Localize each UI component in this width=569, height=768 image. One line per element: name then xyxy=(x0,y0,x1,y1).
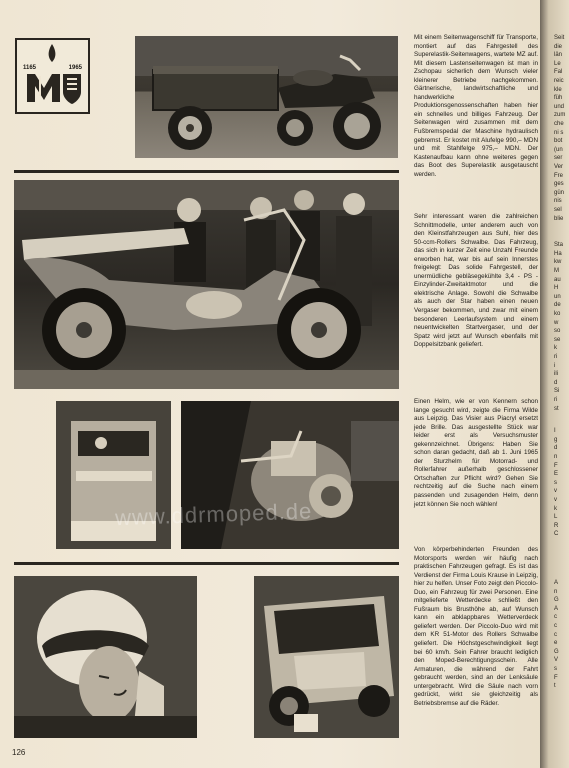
facing-page-edge xyxy=(540,0,569,768)
facing-page-text-fragment: ser xyxy=(554,155,563,162)
anniversary-logo xyxy=(15,38,90,114)
facing-page-text-fragment: Fal xyxy=(554,69,563,76)
photo-woman-with-helmet xyxy=(14,576,197,738)
facing-page-text-fragment: se xyxy=(554,336,561,343)
divider-rule xyxy=(14,170,399,173)
facing-page-text-fragment: C xyxy=(554,531,559,538)
facing-page-text-fragment: Si xyxy=(554,388,560,395)
facing-page-text-fragment: ni s xyxy=(554,129,564,136)
facing-page-text-fragment: d xyxy=(554,445,558,452)
facing-page-text-fragment: g xyxy=(554,436,558,443)
facing-page-text-fragment: Fre xyxy=(554,172,563,179)
facing-page-text-fragment: L xyxy=(554,514,558,521)
facing-page-text-fragment: län xyxy=(554,52,563,59)
facing-page-text-fragment: so xyxy=(554,328,561,335)
facing-page-text-fragment: A xyxy=(554,580,559,586)
facing-page-text-fragment: F xyxy=(554,674,558,681)
facing-page-text-fragment: ri xyxy=(554,397,558,403)
facing-page-text-fragment: un xyxy=(554,293,561,300)
facing-page-text-fragment: sel xyxy=(554,207,562,213)
facing-page-text-fragment: ko xyxy=(554,311,561,317)
facing-page-text-fragment: au xyxy=(554,276,561,283)
woman-helmet-image xyxy=(14,576,197,738)
facing-page-text-fragment: kle xyxy=(554,86,562,93)
facing-page-text-fragment: s xyxy=(554,479,557,486)
facing-page-text-fragment: Seit xyxy=(554,35,565,41)
facing-page-text-fragment: A xyxy=(554,605,559,612)
facing-page-text-fragment: (un xyxy=(554,146,563,153)
facing-page-text-fragment: die xyxy=(554,43,563,50)
facing-page-text-fragment: Ver xyxy=(554,164,564,170)
facing-page-text-fragment: c xyxy=(554,623,557,629)
article-paragraph: Sehr interessant waren die zahlreichen Schnittmodelle, unter anderem auch von den Kleinstfahrzeugen aus Suhl, hier des 50-ccm-Rollers Schwalbe. Das Fahrzeug, das sich in kurzer Zeit eine Unzahl Freunde erworben hat, war bis auf sein Innerstes freigelegt: Das solide Fahrgestell, der unermüdliche gebläsegekühlte 3,4 - PS - Einzylinder-Zweitaktmotor und die elektrische Anlage. Sowohl die Schwalbe als auch der Star haben einen neuen Vergaser bekommen, und zwar mit einem besonderen Leerlaufsystem und einem neuentwickelten Startvergaser, und der Spatz wird jetzt auf Wunsch ebenfalls mit Doppelsitzbank geliefert. xyxy=(414,213,538,349)
facing-page-text-fragment: M xyxy=(554,268,559,274)
facing-page-text-fragment: d xyxy=(554,379,558,386)
facing-page-text-fragment: reic xyxy=(554,78,564,84)
facing-page-text-fragment: t xyxy=(554,683,556,690)
article-paragraph: Mit einem Seitenwagenschiff für Transporte, montiert auf das Fahrgestell des Superelastik-Seitenwagens, wartete MZ auf. Mit diesem Lastenseitenwagen ist man in Zschopau sicherlich dem Wunsch vieler kleinerer Betriebe nachgekommen. Gärtnerische, landwirtschaftliche und handwerkliche Produktionsgenossenschaften haben hier ein schnelles und billiges Fahrzeug. Der Seitenwagen wird zusammen mit dem Fußbremspedal der Maschine hydraulisch gebremst. Er kostet mit Alufelge 990,– MDN und mit Stahlfelge 975,– MDN. Der Kastenaufbau kann ohne weiteres gegen das Boot des Superelastik ausgetauscht werden. xyxy=(414,34,538,178)
facing-page-text-fragment: R xyxy=(554,522,559,529)
facing-page-text-fragment: Ha xyxy=(554,250,562,257)
watermark: www.ddrmoped.de xyxy=(114,498,313,531)
facing-page-text-fragment: blie xyxy=(554,215,564,222)
facing-page-text-fragment: E xyxy=(554,471,559,478)
facing-page-text-fragment: Sta xyxy=(554,242,564,249)
facing-page-text-fragment: G xyxy=(554,597,559,604)
facing-page-text-fragment: c xyxy=(554,614,557,621)
photo-sidecar-transporter xyxy=(135,36,398,158)
facing-page-text-fragment: i xyxy=(554,362,556,369)
sidecar-motorcycle-image xyxy=(135,36,398,158)
facing-page-text-fragment: Le xyxy=(554,60,561,67)
article-block-sidecar xyxy=(414,34,538,194)
article-paragraph: Von körperbehinderten Freunden des Motorsports werden wir häufig nach praktischen Fahrzeugen gefragt. Es ist das Verdienst der Firma Louis Krause in Leipzig, hier zu helfen. Unser Foto zeigt den Piccolo-Duo, ein Fahrzeug für zwei Personen. Eine mitgelieferte Wetterdecke schließt den Fußraum bis Brusthöhe ab, auf Wunsch kann ein abklappbares Wetterverdeck geliefert werden. Der Piccolo-Duo wird mit dem KR 51-Motor des Rollers Schwalbe geliefert. Die Höchstgeschwindigkeit liegt bei 60 km/h. Sein Fahrer braucht lediglich den Moped-Berechtigungsschein. Alle Armaturen, die während der Fahrt gebraucht werden, sind an der Lenksäule untergebracht. Wird die Säule nach vorn gedrückt, wirkt sie gleichzeitig als Betriebsbremse auf die Räder. xyxy=(414,546,538,707)
facing-page-text-fragment: de xyxy=(554,302,561,309)
logo-year-start: 1165 xyxy=(23,65,37,71)
page-number: 126 xyxy=(12,748,26,757)
facing-page-text-fragment: k xyxy=(554,345,557,352)
piccolo-duo-image xyxy=(254,576,399,738)
facing-page-text-fragment: H xyxy=(554,285,559,292)
facing-page-text-fragment: V xyxy=(554,657,559,664)
facing-page-text-fragment: w xyxy=(554,319,559,326)
facing-page-text-fragment: e xyxy=(554,640,558,647)
facing-page-text-fragment: ges xyxy=(554,181,564,188)
article-block-helmet xyxy=(414,398,538,530)
facing-page-text-fragment: G xyxy=(554,648,559,655)
facing-page-text-fragment: v xyxy=(554,497,557,503)
facing-page-text-fragment: k xyxy=(554,505,557,512)
divider-rule xyxy=(14,562,399,565)
facing-page-text-fragment: füh xyxy=(554,95,563,102)
photo-schwalbe-cutaway xyxy=(14,180,399,389)
flame-emblem-icon xyxy=(17,40,88,112)
photo-piccolo-duo xyxy=(254,576,399,738)
facing-page-text-fragment: st xyxy=(554,405,559,412)
facing-page-text-fragment: nis xyxy=(554,198,562,205)
facing-page-text-fragment: ri xyxy=(554,354,558,360)
facing-page-text-fragment: n xyxy=(554,454,558,460)
article-block-schwalbe xyxy=(414,213,538,388)
facing-page-text-fragment: v xyxy=(554,488,557,495)
facing-page-text-fragment: gün xyxy=(554,189,565,196)
scooter-cutaway-image xyxy=(14,180,399,389)
facing-page-text-fragment: ili xyxy=(554,371,558,378)
facing-page-text-fragment: I xyxy=(554,428,556,435)
facing-page-text-fragment: zum xyxy=(554,112,566,119)
facing-page-text-fragment: s xyxy=(554,666,557,672)
facing-page-text-fragment: F xyxy=(554,462,558,469)
facing-page-text-fragment: che xyxy=(554,121,564,127)
facing-page-text-fragment: c xyxy=(554,631,557,638)
logo-year-end: 1965 xyxy=(68,65,82,71)
facing-page-text-fragment: n xyxy=(554,588,558,595)
facing-page-text-fragment: und xyxy=(554,103,565,110)
article-block-piccolo xyxy=(414,546,538,756)
facing-page-text-fragment: kw xyxy=(554,259,562,266)
facing-page-text-fragment: bot xyxy=(554,138,563,145)
article-paragraph: Einen Helm, wie er von Kennern schon lange gesucht wird, zeigte die Firma Wilde aus Leipzig. Das Visier aus Piacryl ersetzt jede Brille. Das ausgestellte Stück war leider erst als Versuchsmuster gekennzeichnet. Übrigens: Haben Sie schon daran gedacht, daß ab 1. Juni 1965 der Sturzhelm für Motorrad- und Rollerfahrer außerhalb geschlossener Ortschaften zur Pflicht wird? Gehen Sie rechtzeitig auf die Suche nach einem passenden und zusagenden Helm, denn jetzt können Sie noch wählen! xyxy=(414,398,538,508)
